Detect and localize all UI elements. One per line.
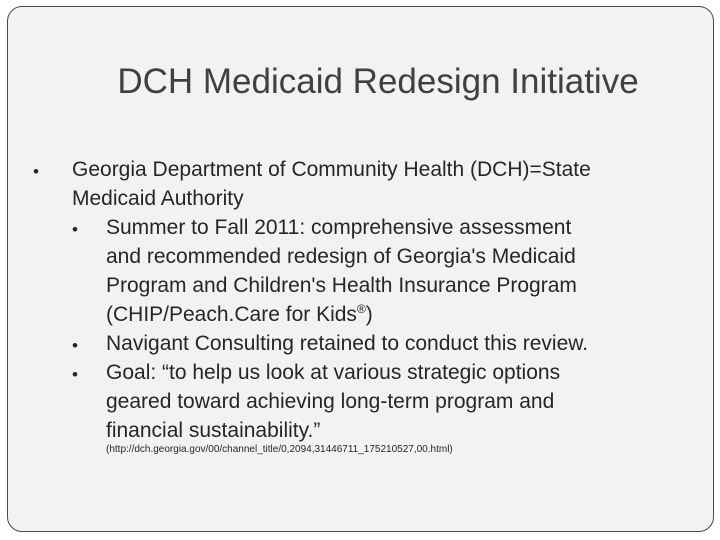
sub-bullet-marker: • (72, 220, 78, 239)
sub-bullet-text-line: Program and Children's Health Insurance Program (106, 274, 577, 297)
sub-bullet-marker: • (72, 365, 78, 384)
closing-paren: ) (365, 303, 373, 326)
sub-bullet-text-line: Navigant Consulting retained to conduct this review. (106, 332, 589, 355)
bullet-text-line: Medicaid Authority (72, 187, 244, 210)
registered-mark: ® (356, 302, 366, 316)
sub-bullet-text-line: financial sustainability.” (106, 419, 321, 442)
sub-bullet-text-line: geared toward achieving long-term program and (106, 390, 555, 413)
sub-bullet-text-line: Goal: “to help us look at various strategic options (106, 361, 561, 384)
source-url-note: (http://dch.georgia.gov/00/channel_title/0,2094,31446711_175210527,00.html) (106, 444, 453, 455)
sub-bullet-text-line: and recommended redesign of Georgia's Medicaid (106, 245, 576, 268)
sub-bullet-marker: • (72, 336, 78, 355)
sub-bullet-text-line: Summer to Fall 2011: comprehensive assessment (106, 216, 572, 239)
slide-title: DCH Medicaid Redesign Initiative (117, 62, 639, 101)
bullet-marker: • (33, 162, 39, 181)
sub-bullet-text: (CHIP/Peach.Care for Kids (106, 303, 357, 326)
sub-bullet-text-line (106, 300, 373, 329)
bullet-text-line: Georgia Department of Community Health (DCH)=State (72, 158, 591, 181)
